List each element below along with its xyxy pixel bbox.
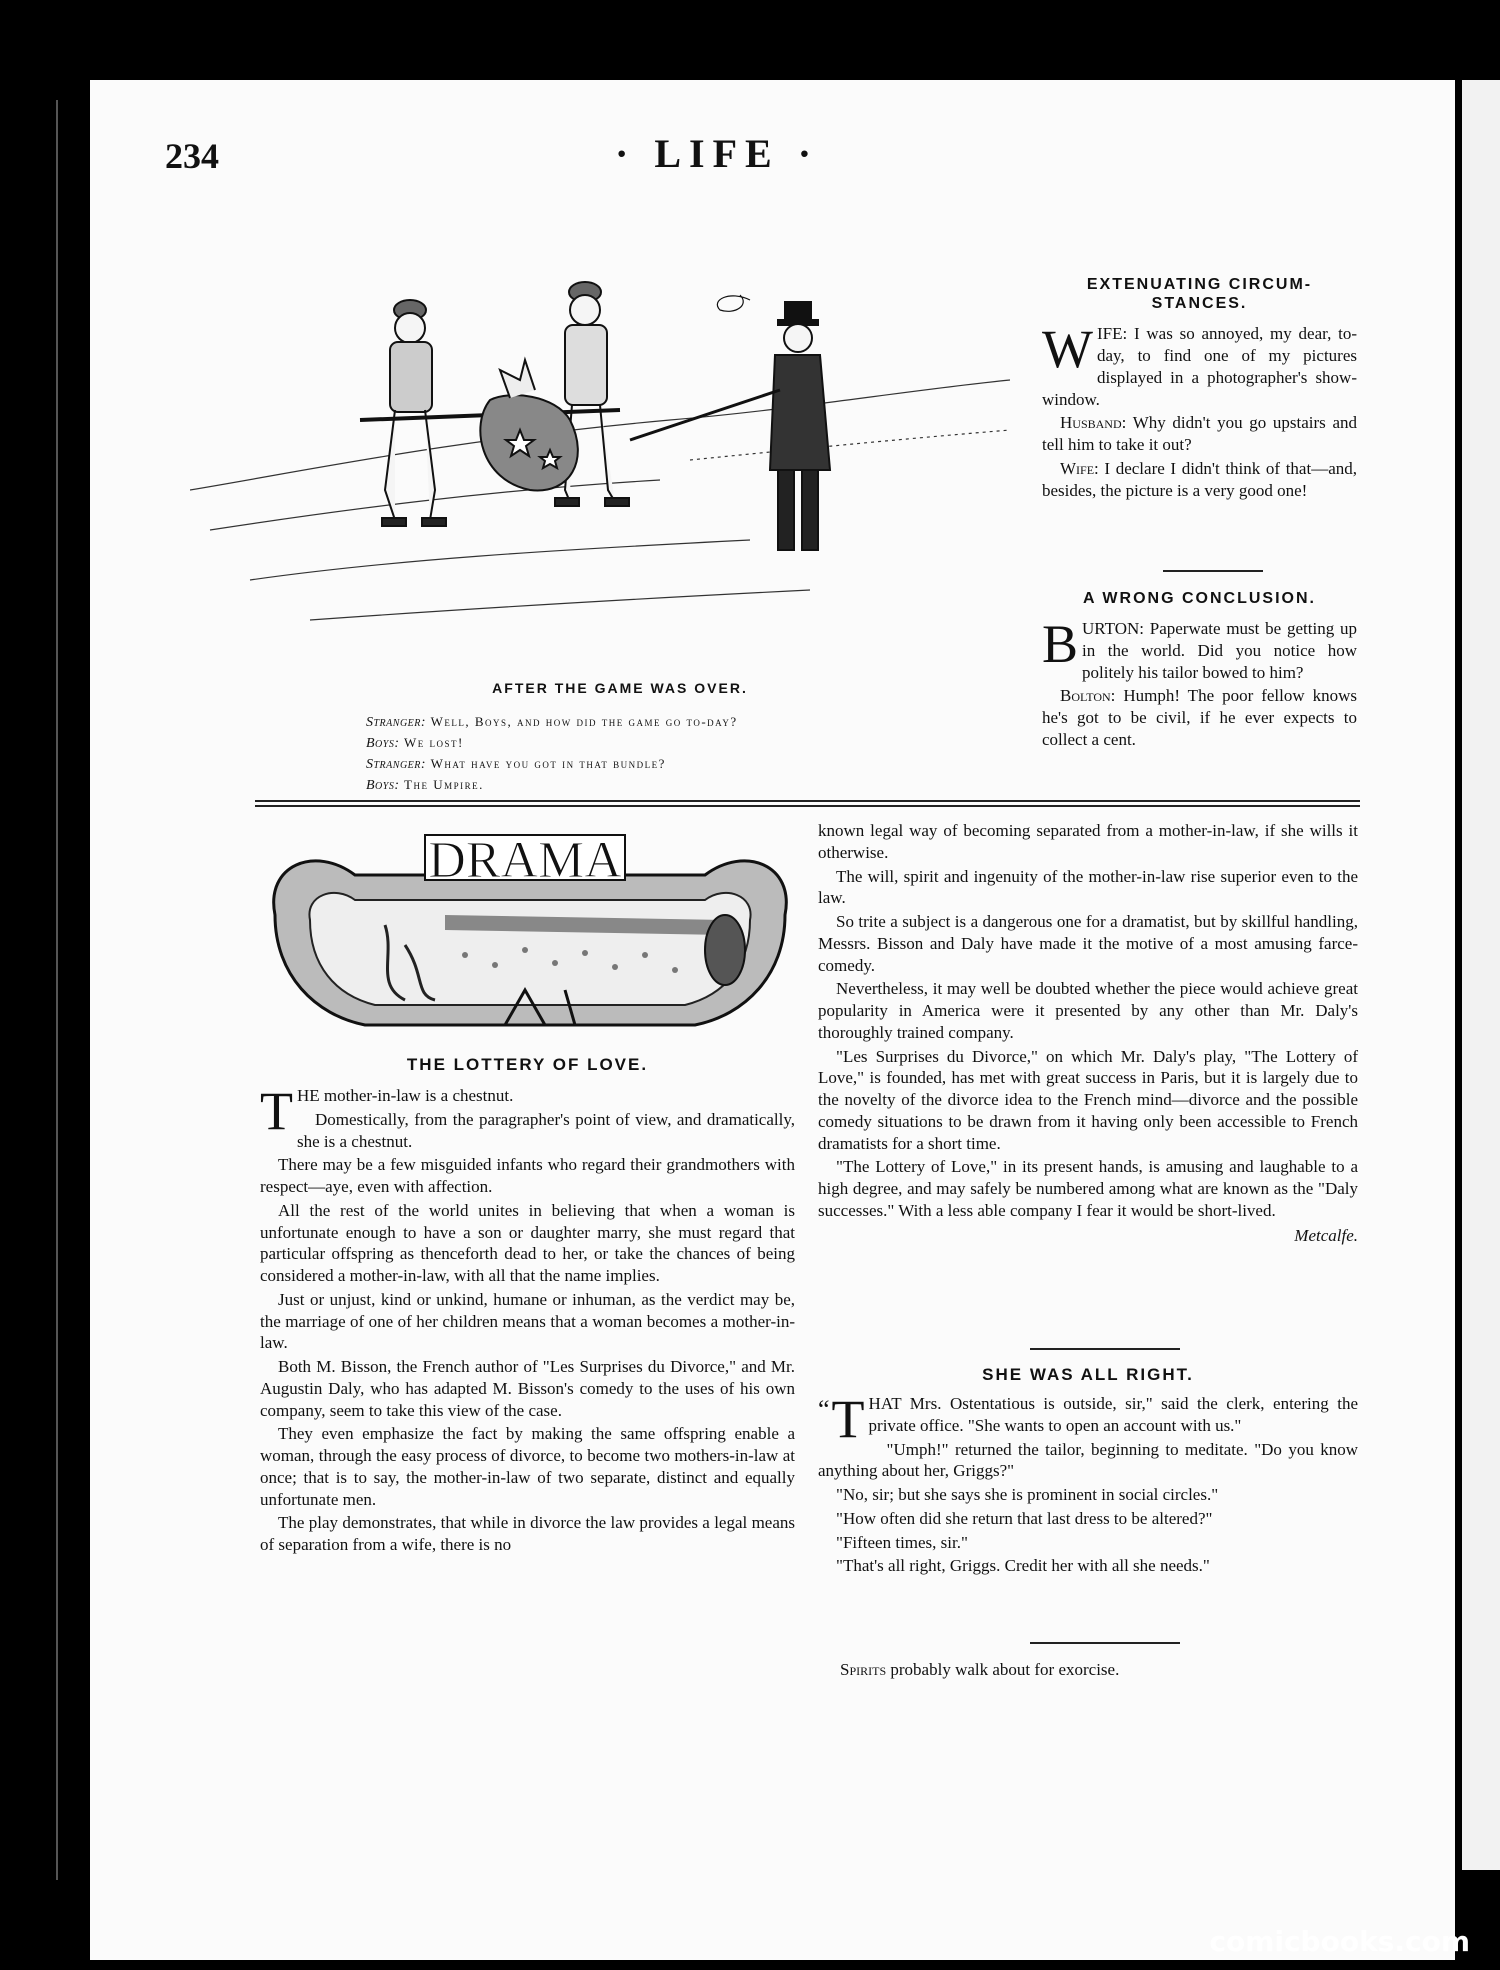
- paragraph-text: "No, sir; but she says she is prominent in social circles.": [836, 1485, 1219, 1504]
- dialogue-speaker: Boys:: [366, 778, 400, 793]
- all-right-title: SHE WAS ALL RIGHT.: [982, 1365, 1194, 1384]
- paragraph-text: "Les Surprises du Divorce," on which Mr. Daly's play, "The Lottery of Love," is founded, has met with great success in Paris, but it is largely due to the novelty of the divorce idea to the French mind—divorce and the possible comedy situations to be drawn from it having only been accessible to French dramatists for a short time.: [818, 1046, 1358, 1153]
- dialogue-line: [366, 775, 926, 796]
- speaker-label: IFE:: [1096, 324, 1128, 344]
- paragraph-text: HE mother-in-law is a chestnut.: [297, 1086, 514, 1105]
- paragraph-text: Humph! The poor fellow knows he's got to be civil, if he ever expects to collect a cent.: [1042, 686, 1357, 749]
- drama-right-column: [818, 820, 1358, 1246]
- cartoon-caption-title: AFTER THE GAME WAS OVER.: [492, 680, 748, 696]
- drama-left-column: [260, 1055, 795, 1558]
- player-left-figure: [382, 300, 446, 526]
- section-divider: [1030, 1348, 1180, 1350]
- adjacent-page-strip: [1462, 80, 1500, 1870]
- paragraph-text: There may be a few misguided infants who regard their grandmothers with respect—aye, even with affection.: [260, 1155, 795, 1196]
- extenuating-title: EXTENUATING CIRCUM-STANCES.: [1086, 276, 1313, 313]
- paragraph-text: Just or unjust, kind or unkind, humane or inhuman, as the verdict may be, the marriage of one of her children means that a woman becomes a mother-in-law.: [260, 1289, 795, 1353]
- cartoon-illustration: [190, 280, 1020, 670]
- paragraph-text: They even emphasize the fact by making the same offspring enable a woman, through the easy process of divorce, to become two mothers-in-law at once; that is to say, the mother-in-law of two separate, distinct and equally unfortunate men.: [260, 1424, 795, 1509]
- drop-cap: T: [260, 1081, 293, 1141]
- speaker-label: Bolton:: [1060, 686, 1116, 706]
- umpire-bundle: [480, 360, 578, 490]
- paragraph-text: Both M. Bisson, the French author of "Les Surprises du Divorce," and Mr. Augustin Daly, who has adapted M. Bisson's comedy to the uses of his own company, seem to take this view of the case.: [260, 1357, 795, 1420]
- quip-lead: Spirits: [840, 1660, 887, 1679]
- dialogue-line: [366, 733, 926, 754]
- speaker-label: URTON:: [1082, 619, 1144, 638]
- speaker-label: Wife:: [1060, 458, 1099, 478]
- dialogue-speaker: Stranger:: [366, 715, 427, 730]
- dialogue-text: We lost!: [404, 735, 464, 750]
- paragraph-text: All the rest of the world unites in believing that when a woman is unfortunate enough to have a son or daughter marry, she must regard that particular offspring as thenceforth dead to her, or take the chances of being considered a mother-in-law, with all that the name implies.: [260, 1200, 795, 1285]
- spirits-quip: [840, 1660, 1340, 1680]
- paragraph-text: I was so annoyed, my dear, to-day, to find one of my pictures displayed in a photographer's show-window.: [1042, 324, 1357, 409]
- dialogue-text: What have you got in that bundle?: [430, 756, 666, 771]
- watermark: comicbooks.com: [1209, 1925, 1470, 1958]
- paragraph-text: HAT Mrs. Ostentatious is outside, sir," said the clerk, entering the private office. "She wants to open an account with us.": [868, 1394, 1358, 1435]
- drama-banner-word: DRAMA: [428, 832, 622, 889]
- paragraph-text: The play demonstrates, that while in divorce the law provides a legal means of separation from a wife, there is no: [260, 1513, 795, 1554]
- cartoon-dialogue: [366, 712, 926, 796]
- section-divider: [1163, 570, 1263, 572]
- paragraph-text: "Fifteen times, sir.": [836, 1532, 968, 1552]
- page-edge-line: [56, 100, 58, 1880]
- dialogue-line: [366, 712, 926, 733]
- paragraph-text: "Umph!" returned the tailor, beginning to meditate. "Do you know anything about her, Griggs?": [818, 1439, 1358, 1481]
- paragraph-text: The will, spirit and ingenuity of the mother-in-law rise superior even to the law.: [818, 866, 1358, 908]
- dialogue-speaker: Stranger:: [366, 757, 427, 772]
- paragraph-text: Domestically, from the paragrapher's point of view, and dramatically, she is a chestnut.: [297, 1109, 795, 1151]
- page-number: 234: [165, 136, 219, 176]
- paragraph-text: "That's all right, Griggs. Credit her with all she needs.": [836, 1556, 1210, 1576]
- paragraph-text: known legal way of becoming separated from a mother-in-law, if she wills it otherwise.: [818, 821, 1358, 862]
- drop-cap: W: [1042, 319, 1093, 380]
- drop-cap: T: [831, 1389, 865, 1449]
- extenuating-article: [1042, 275, 1357, 503]
- wrong-conclusion-article: [1042, 590, 1357, 753]
- paragraph-text: I declare I didn't think of that—and, besides, the picture is a very good one!: [1042, 458, 1357, 500]
- paragraph-text: Nevertheless, it may well be doubted whether the piece would achieve great popularity in America were it presented by any other than Mr. Daly's thoroughly trained company.: [818, 979, 1358, 1042]
- drama-title: THE LOTTERY OF LOVE.: [406, 1055, 649, 1074]
- speaker-label: Husband:: [1060, 413, 1127, 433]
- quip-text: probably walk about for exorcise.: [886, 1660, 1120, 1679]
- paragraph-text: "How often did she return that last dress to be altered?": [836, 1508, 1213, 1528]
- stranger-figure: [630, 295, 830, 550]
- horizontal-rule: [255, 800, 1360, 802]
- drop-cap: B: [1042, 614, 1079, 674]
- paragraph-text: Paperwate must be getting up in the world. Did you notice how politely his tailor bowed to him?: [1082, 619, 1357, 682]
- all-right-article: [818, 1365, 1358, 1579]
- drama-banner-illustration: [265, 825, 795, 1050]
- author-signature: Metcalfe.: [1294, 1225, 1358, 1245]
- dialogue-text: The Umpire.: [404, 777, 484, 792]
- masthead-title: · LIFE ·: [615, 131, 820, 176]
- section-divider: [1030, 1642, 1180, 1644]
- opening-quote-mark: “: [818, 1395, 830, 1424]
- wrong-conclusion-title: A WRONG CONCLUSION.: [1083, 590, 1316, 607]
- paragraph-text: "The Lottery of Love," in its present hands, is amusing and laughable to a high degree, and may safely be numbered among what are known as the "Daly successes." With a less able company I fear it would be short-lived.: [818, 1157, 1358, 1220]
- paragraph-text: Why didn't you go upstairs and tell him to take it out?: [1042, 413, 1357, 455]
- dialogue-speaker: Boys:: [366, 736, 400, 751]
- paragraph-text: So trite a subject is a dangerous one for a dramatist, but by skillful handling, Messrs. Bisson and Daly have made it the motive of a most amusing farce-comedy.: [818, 912, 1358, 975]
- horizontal-rule: [255, 805, 1360, 807]
- dialogue-text: Well, Boys, and how did the game go to-day?: [430, 714, 738, 729]
- dialogue-line: [366, 754, 926, 775]
